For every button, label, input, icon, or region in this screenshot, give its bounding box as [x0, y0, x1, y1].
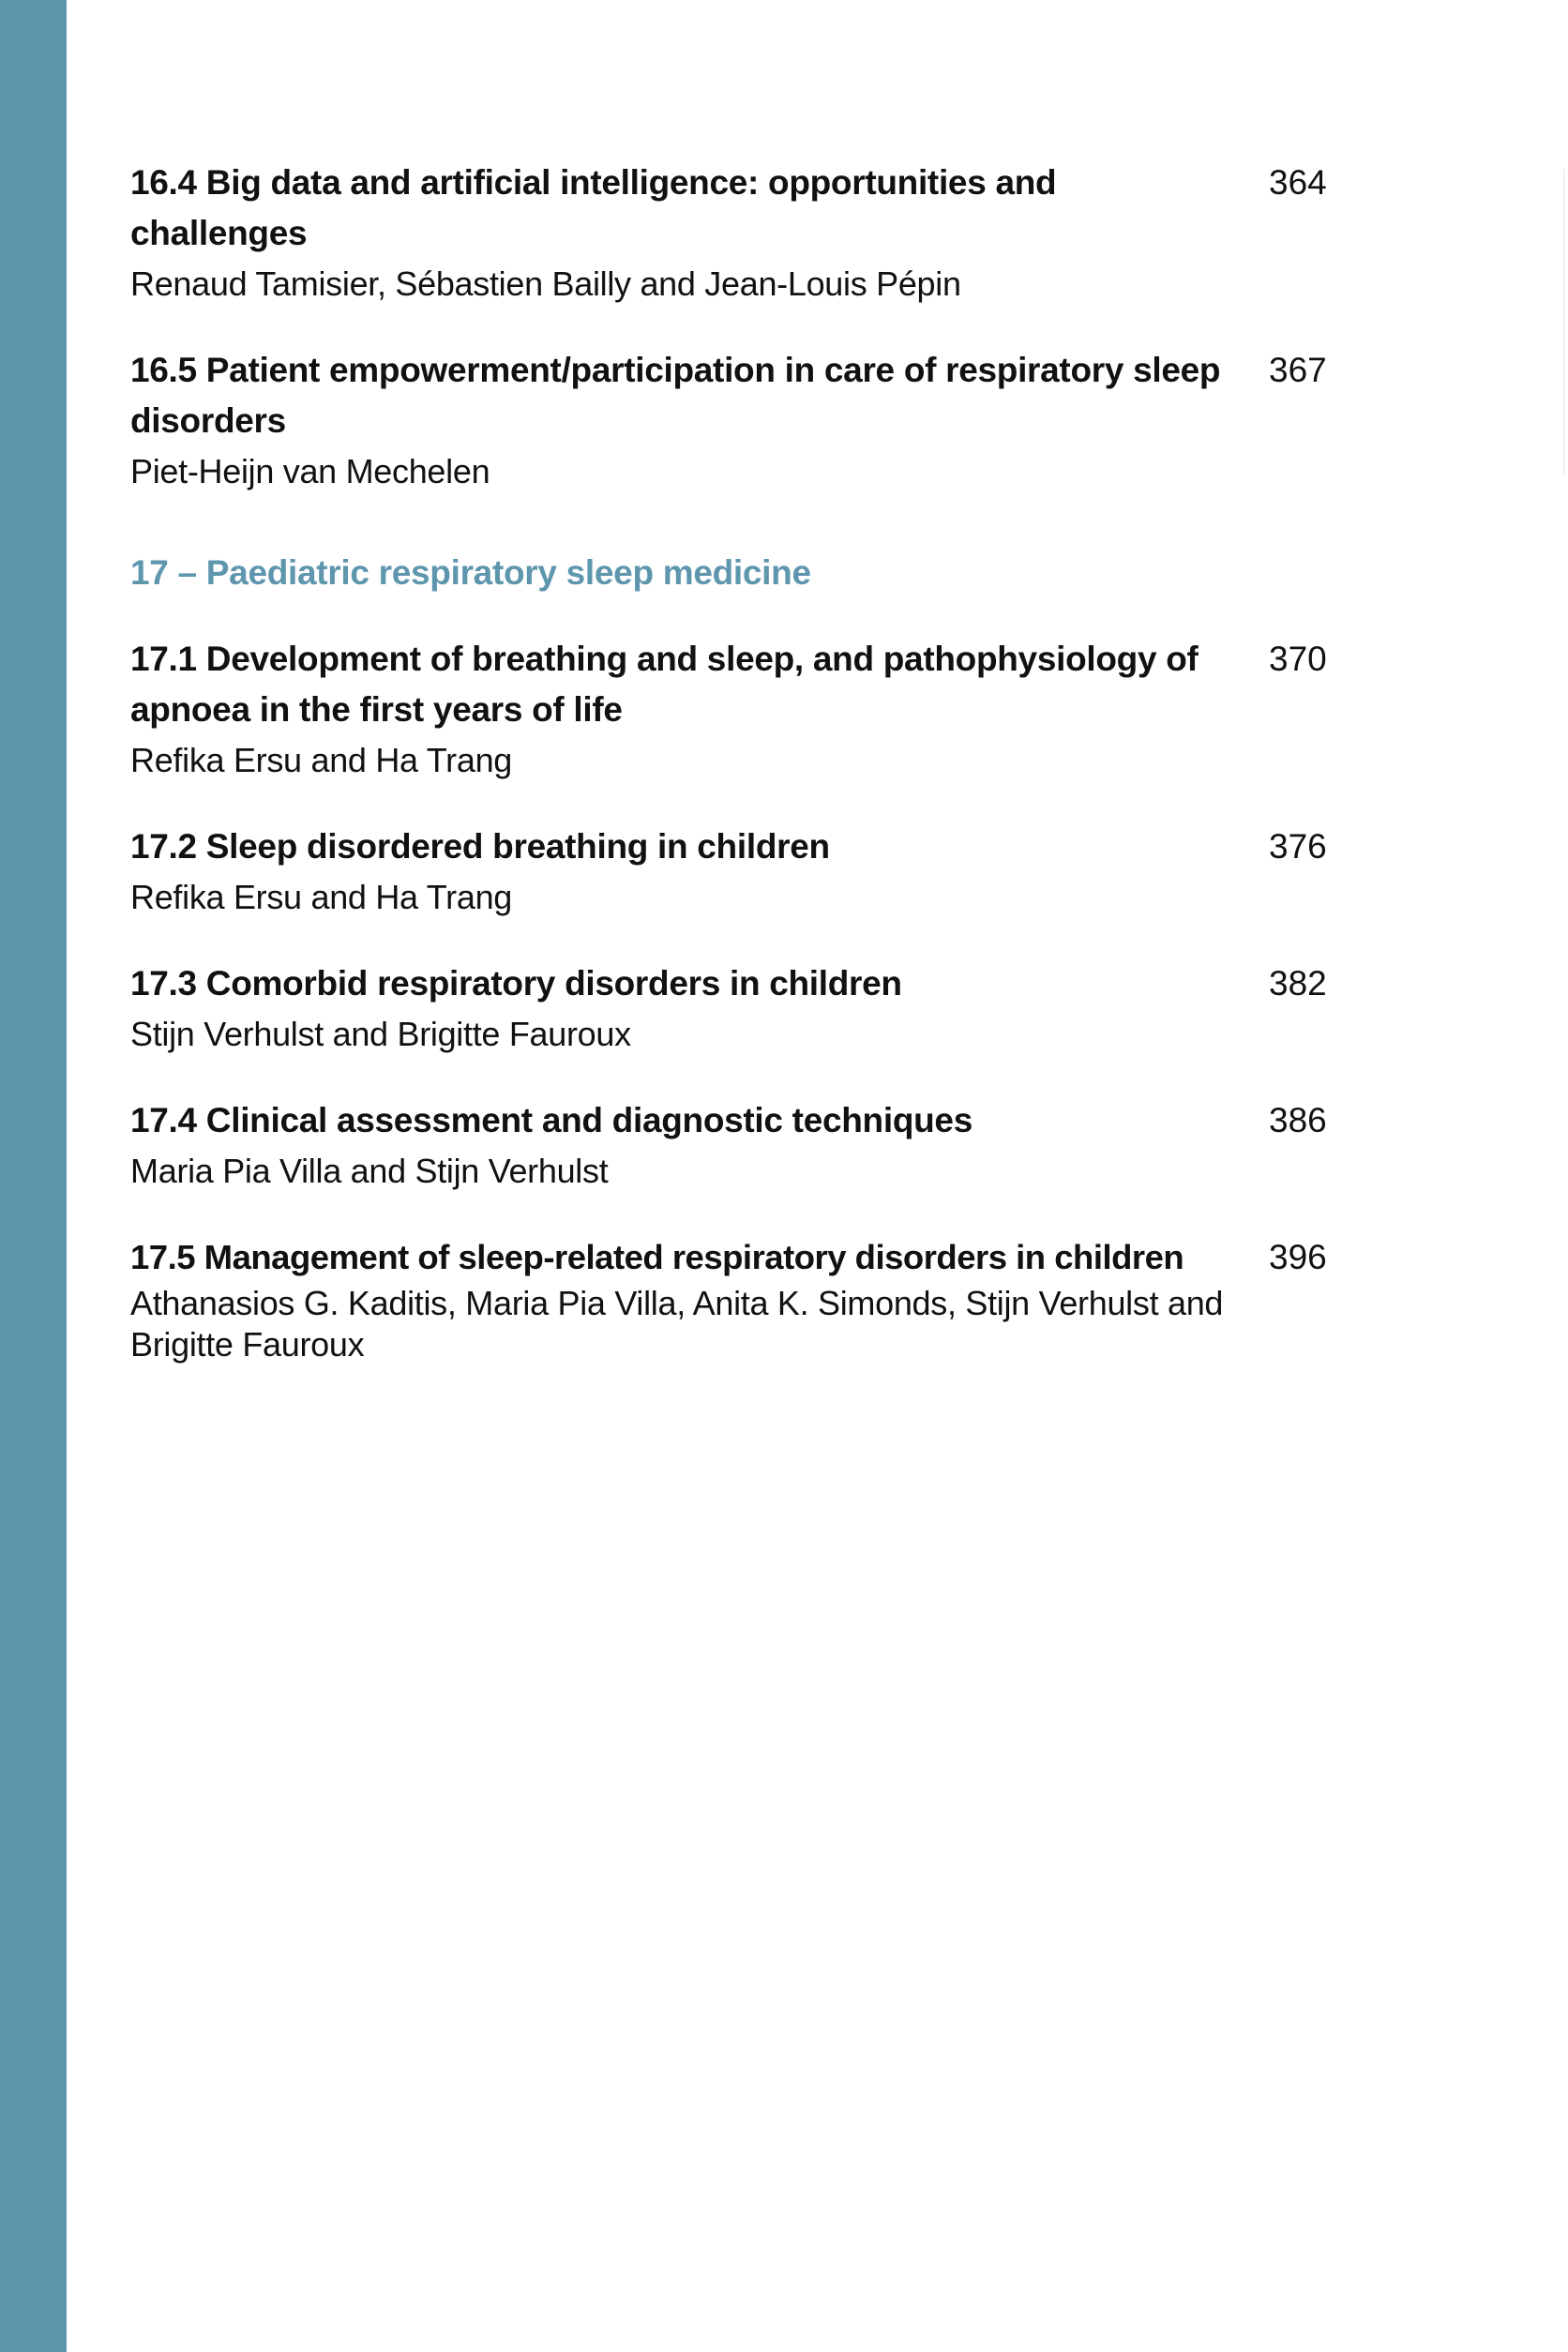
toc-entry-authors: Stijn Verhulst and Brigitte Fauroux	[130, 1015, 631, 1053]
toc-entry-title: 17.2 Sleep disordered breathing in children	[130, 827, 830, 866]
toc-entry-title: 16.4 Big data and artificial intelligence: opportunities and challenges	[130, 163, 1057, 252]
toc-entry-authors: Piet-Heijn van Mechelen	[130, 452, 490, 490]
toc-entry-page: 364	[1269, 163, 1327, 202]
toc-entry-page: 396	[1269, 1238, 1327, 1276]
toc-entry-16-5[interactable]	[130, 345, 1349, 497]
toc-entry-page: 382	[1269, 964, 1327, 1003]
toc-entry-authors: Refika Ersu and Ha Trang	[130, 741, 513, 779]
page-edge-line	[1563, 169, 1565, 475]
toc-entry-authors: Maria Pia Villa and Stijn Verhulst	[130, 1152, 609, 1190]
toc-entry-title: 17.1 Development of breathing and sleep, and pathophysiology of apnoea in the first years of life	[130, 640, 1199, 729]
table-of-contents	[130, 158, 1349, 1365]
toc-entry-title: 16.5 Patient empowerment/participation in care of respiratory sleep disorders	[130, 351, 1221, 440]
toc-entry-17-4[interactable]	[130, 1095, 1349, 1197]
toc-entry-17-1[interactable]	[130, 634, 1349, 786]
toc-entry-page: 367	[1269, 351, 1327, 389]
toc-entry-page: 386	[1269, 1101, 1327, 1139]
toc-entry-authors: Athanasios G. Kaditis, Maria Pia Villa, Anita K. Simonds, Stijn Verhulst and Brigitte Fauroux	[130, 1284, 1224, 1364]
toc-entry-title: 17.4 Clinical assessment and diagnostic techniques	[130, 1101, 972, 1139]
side-color-bar	[0, 0, 67, 2352]
toc-entry-17-5[interactable]	[130, 1232, 1349, 1365]
toc-entry-page: 370	[1269, 640, 1327, 678]
section-heading: 17 – Paediatric respiratory sleep medicine	[130, 553, 811, 592]
toc-entry-title: 17.3 Comorbid respiratory disorders in children	[130, 964, 902, 1003]
toc-entry-17-3[interactable]	[130, 958, 1349, 1060]
toc-entry-17-2[interactable]	[130, 822, 1349, 923]
toc-entry-page: 376	[1269, 827, 1327, 866]
toc-entry-title: 17.5 Management of sleep-related respiratory disorders in children	[130, 1238, 1184, 1276]
toc-entry-16-4[interactable]	[130, 158, 1349, 309]
toc-entry-authors: Renaud Tamisier, Sébastien Bailly and Jean-Louis Pépin	[130, 264, 961, 303]
toc-entry-authors: Refika Ersu and Ha Trang	[130, 878, 513, 916]
